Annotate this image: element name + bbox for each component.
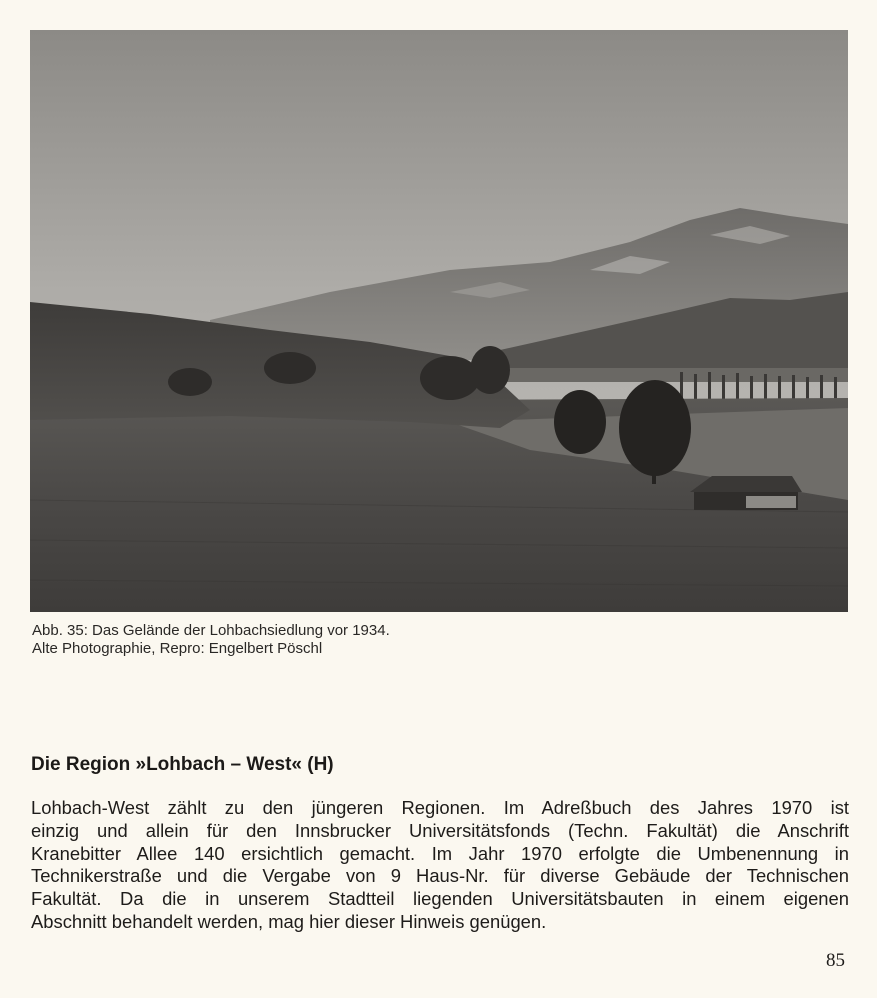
historic-photograph (30, 30, 848, 612)
body-line: Fakultät. Da die in unserem Stadtteil liegenden Universitätsbauten in einem eigenen (31, 888, 849, 910)
page-number: 85 (826, 950, 845, 971)
body-line: einzig und allein für den Innsbrucker Universitätsfonds (Techn. Fakultät) die Anschrift (31, 819, 849, 841)
body-line: Technikerstraße und die Vergabe von 9 Haus-Nr. für diverse Gebäude der Technischen (31, 865, 849, 887)
body-paragraph (31, 797, 849, 934)
body-line: Abschnitt behandelt werden, mag hier dieser Hinweis genügen. (31, 910, 547, 932)
body-line: Lohbach-West zählt zu den jüngeren Regionen. Im Adreßbuch des Jahres 1970 ist (31, 797, 849, 818)
caption-line-2: Alte Photographie, Repro: Engelbert Pöschl (32, 640, 323, 657)
caption-line-1: Abb. 35: Das Gelände der Lohbachsiedlung vor 1934. (32, 622, 390, 639)
section-heading: Die Region »Lohbach – West« (H) (31, 754, 334, 775)
body-line: Kranebitter Allee 140 ersichtlich gemacht. Im Jahr 1970 erfolgte die Umbenennung in (31, 842, 849, 864)
figure-caption (32, 622, 732, 658)
landscape-photo-illustration (30, 30, 848, 612)
